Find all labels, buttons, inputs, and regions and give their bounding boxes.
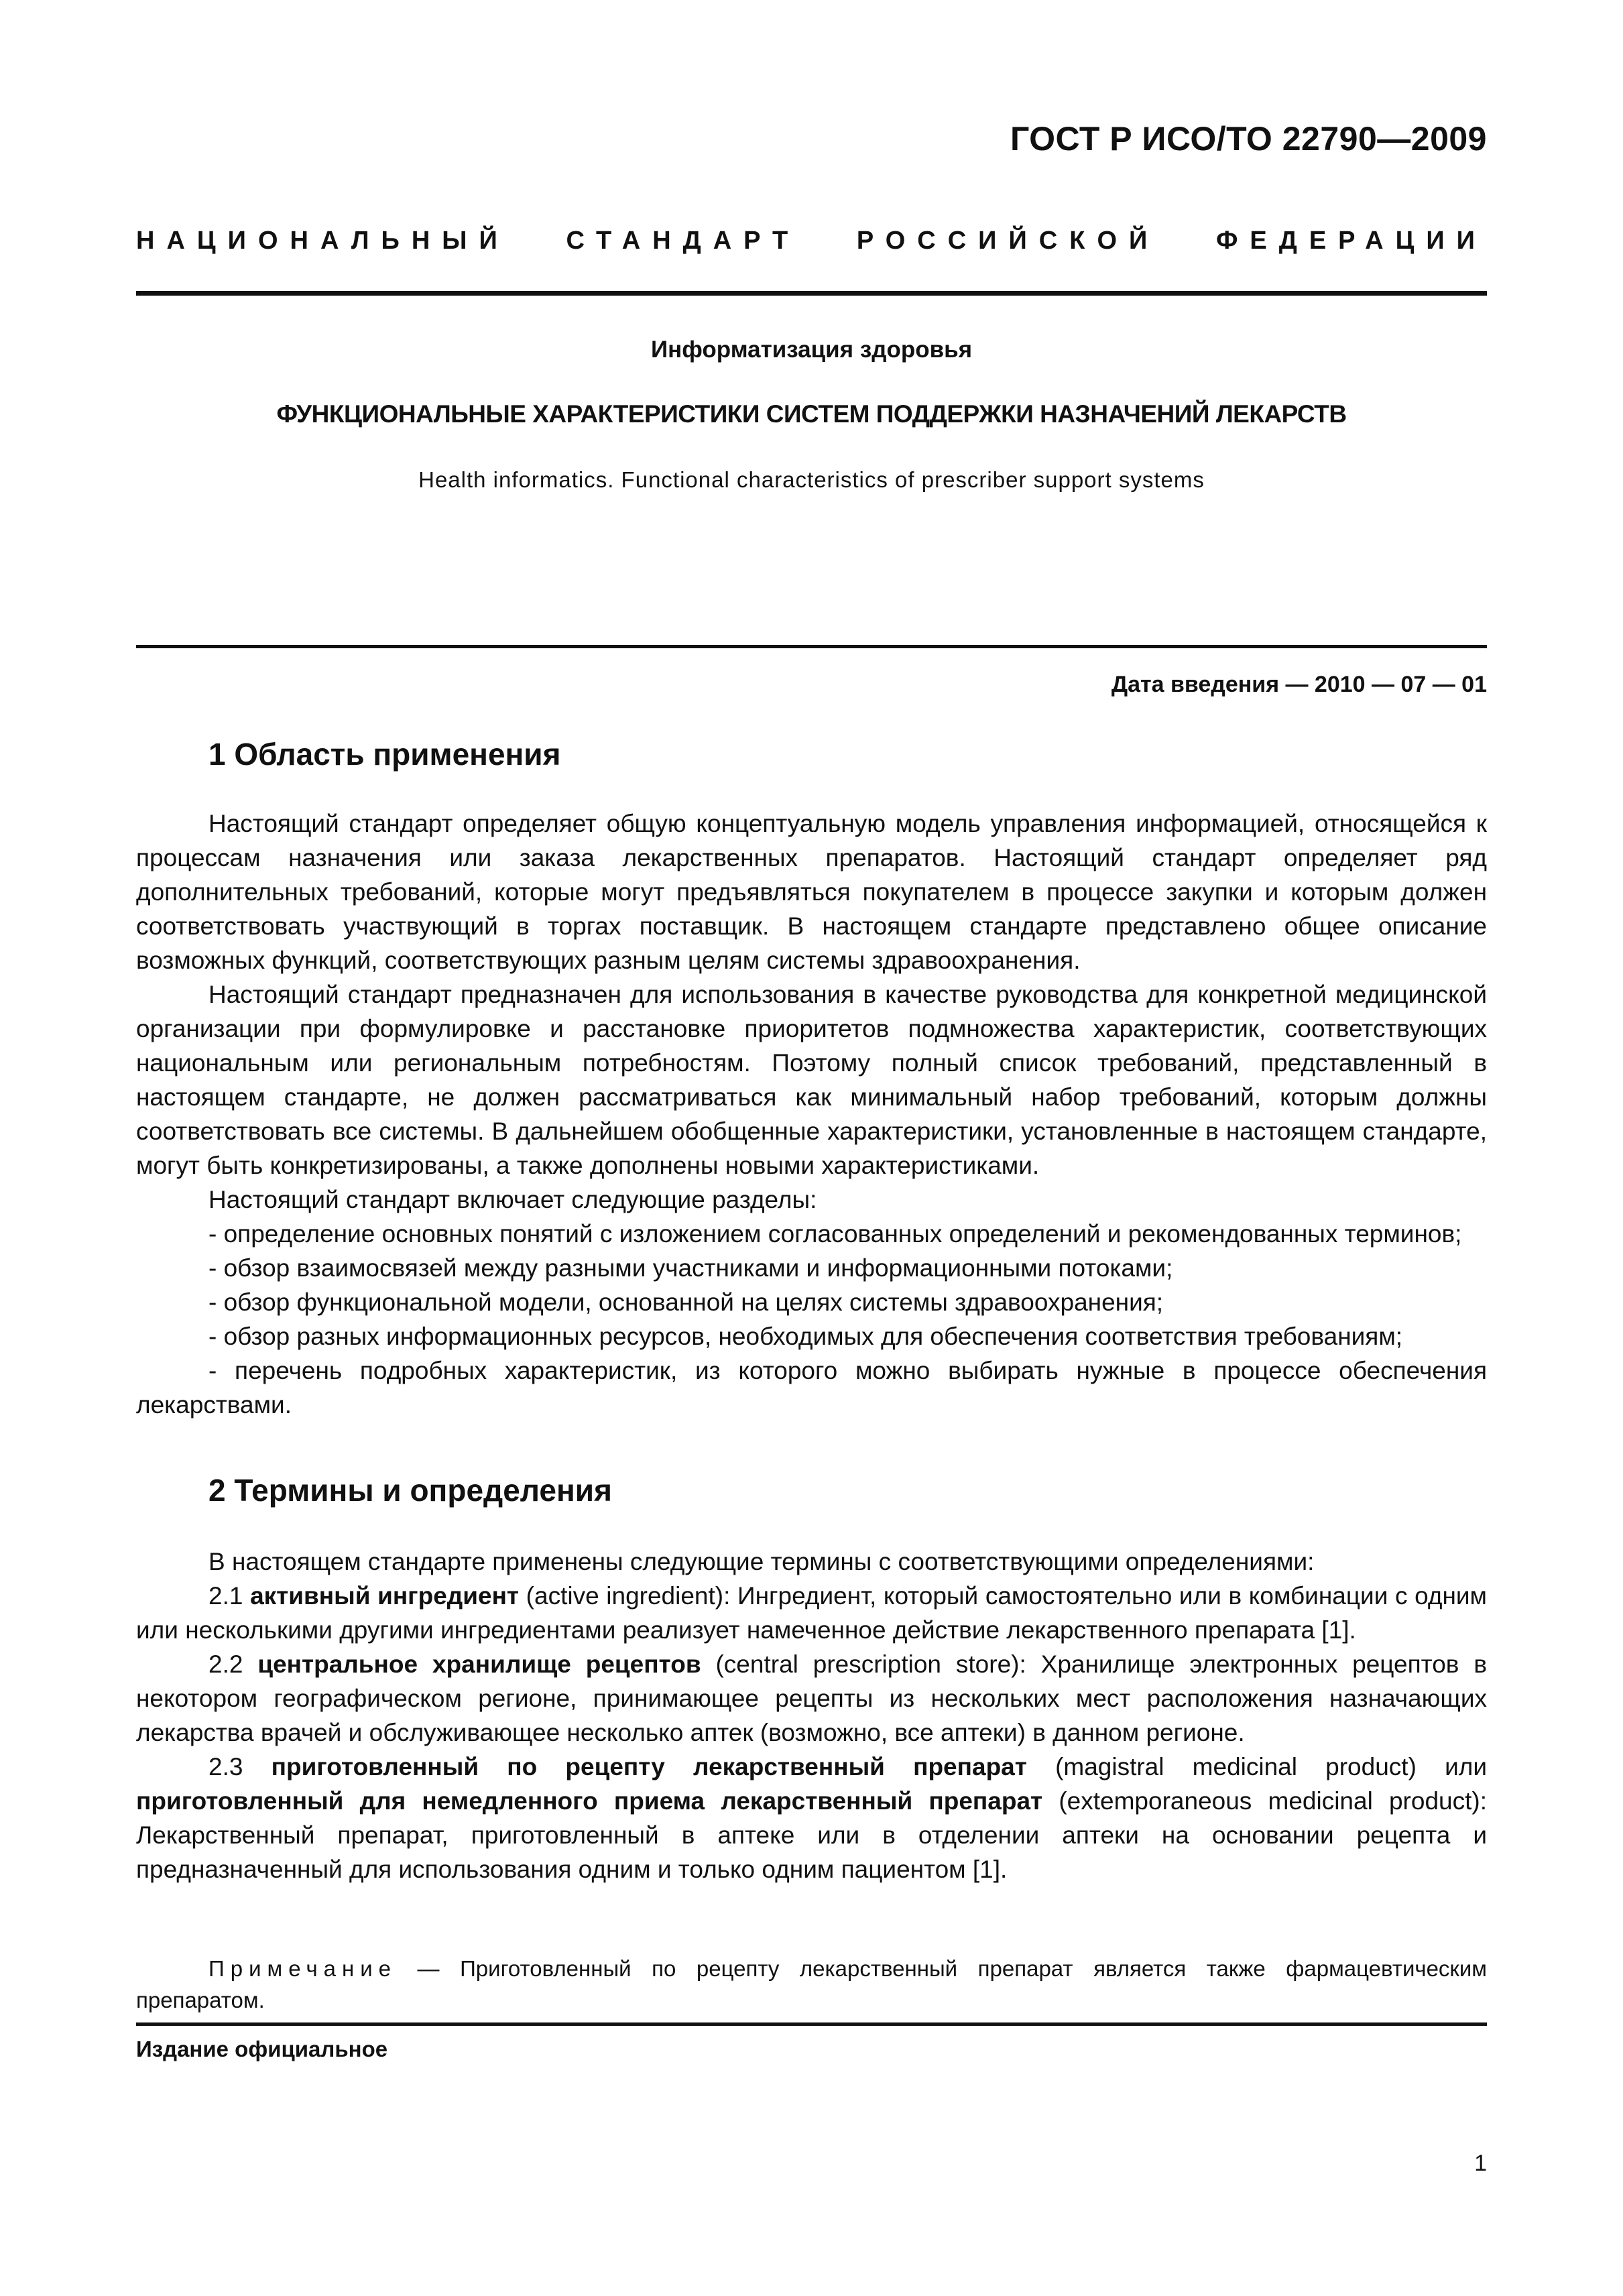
paragraph: Настоящий стандарт включает следующие разделы: — [208, 1186, 817, 1213]
official-edition-label: Издание официальное — [136, 2037, 388, 2061]
list-item: - обзор взаимосвязей между разными участниками и информационными потоками; — [208, 1254, 1173, 1282]
paragraph: Настоящий стандарт определяет общую концептуальную модель управления информацией, относящейся к процессам назначения или заказа лекарственных препаратов. Настоящий стандарт определяет ряд дополнительных требований, которые могут предъявляться покупателем в процессе закупки и которым должен соответствовать участвующий в торгах поставщик. В настоящем стандарте представлено общее описание возможных функций, соответствующих разным целям системы здравоохранения. — [136, 810, 1487, 974]
paragraph: Настоящий стандарт предназначен для использования в качестве руководства для конкретной медицинской организации при формулировке и расстановке приоритетов подмножества характеристик, соответствующих национальным или региональным потребностям. Поэтому полный список требований, представленный в настоящем стандарте, не должен рассматриваться как минимальный набор требований, которым должны соответствовать все системы. В дальнейшем обобщенные характеристики, установленные в настоящем стандарте, могут быть конкретизированы, а также дополнены новыми характеристиками. — [136, 981, 1487, 1179]
subject-heading: Информатизация здоровья — [650, 337, 973, 363]
term-name: приготовленный по рецепту лекарственный препарат — [271, 1753, 1027, 1780]
note-text: — Приготовленный по рецепту лекарственный препарат является также фармацевтическим препаратом. — [136, 1956, 1487, 2012]
section-2-intro: В настоящем стандарте применены следующие термины с соответствующими определениями: — [208, 1548, 1315, 1575]
banner-word-1: НАЦИОНАЛЬНЫЙ — [136, 227, 509, 255]
term-2-2: 2.2 центральное хранилище рецептов (central prescription store): Хранилище электронных рецептов в некотором географическом регионе, принимающее рецепты из нескольких мест расположения назначающих лекарства врачей и обслуживающее несколько аптек (возможно, все аптеки) в данном регионе. — [136, 1650, 1487, 1746]
list-item: - перечень подробных характеристик, из которого можно выбирать нужные в процессе обеспечения лекарствами. — [136, 1357, 1487, 1418]
banner-word-2: СТАНДАРТ — [566, 227, 800, 255]
term-name: центральное хранилище рецептов — [257, 1650, 701, 1678]
list-item: - обзор функциональной модели, основанной на целях системы здравоохранения; — [208, 1288, 1164, 1316]
note-label: Примечание — [208, 1956, 398, 1981]
section-2-body — [136, 1545, 1487, 1886]
document-title: ФУНКЦИОНАЛЬНЫЕ ХАРАКТЕРИСТИКИ СИСТЕМ ПОДДЕРЖКИ НАЗНАЧЕНИЙ ЛЕКАРСТВ — [276, 400, 1347, 428]
footer-rule — [136, 2022, 1487, 2026]
section-2-heading: 2 Термины и определения — [208, 1473, 612, 1508]
term-name-alt: приготовленный для немедленного приема лекарственный препарат — [136, 1787, 1043, 1815]
introduction-date: Дата введения — 2010 — 07 — 01 — [1111, 672, 1487, 697]
section-1-body — [136, 806, 1487, 1422]
note — [136, 1953, 1487, 2016]
english-title: Health informatics. Functional characteristics of prescriber support systems — [418, 467, 1205, 492]
title-block-rule — [136, 645, 1487, 648]
page-number: 1 — [1474, 2151, 1487, 2176]
banner-word-3: РОССИЙСКОЙ — [856, 227, 1160, 255]
section-1-heading: 1 Область применения — [208, 737, 561, 772]
term-2-1: 2.1 активный ингредиент (active ingredient): Ингредиент, который самостоятельно или в комбинации с одним или несколькими другими ингредиентами реализует намеченное действие лекарственного препарата [1]. — [136, 1582, 1487, 1644]
document-designation: ГОСТ Р ИСО/ТО 22790—2009 — [1010, 120, 1487, 158]
banner-word-4: ФЕДЕРАЦИИ — [1215, 227, 1487, 255]
term-2-3: 2.3 приготовленный по рецепту лекарственный препарат (magistral medicinal product) или приготовленный для немедленного приема лекарственный препарат (extemporaneous medicinal product): Лекарственный препарат, приготовленный в аптеке или в отделении аптеки на основании рецепта и предназначенный для использования одним и только одним пациентом [1]. — [136, 1753, 1488, 1883]
list-item: - обзор разных информационных ресурсов, необходимых для обеспечения соответствия требованиям; — [208, 1323, 1403, 1350]
term-name: активный ингредиент — [250, 1582, 520, 1610]
list-item: - определение основных понятий с изложением согласованных определений и рекомендованных терминов; — [208, 1220, 1462, 1248]
top-rule — [136, 291, 1487, 296]
national-standard-banner — [136, 227, 1487, 255]
